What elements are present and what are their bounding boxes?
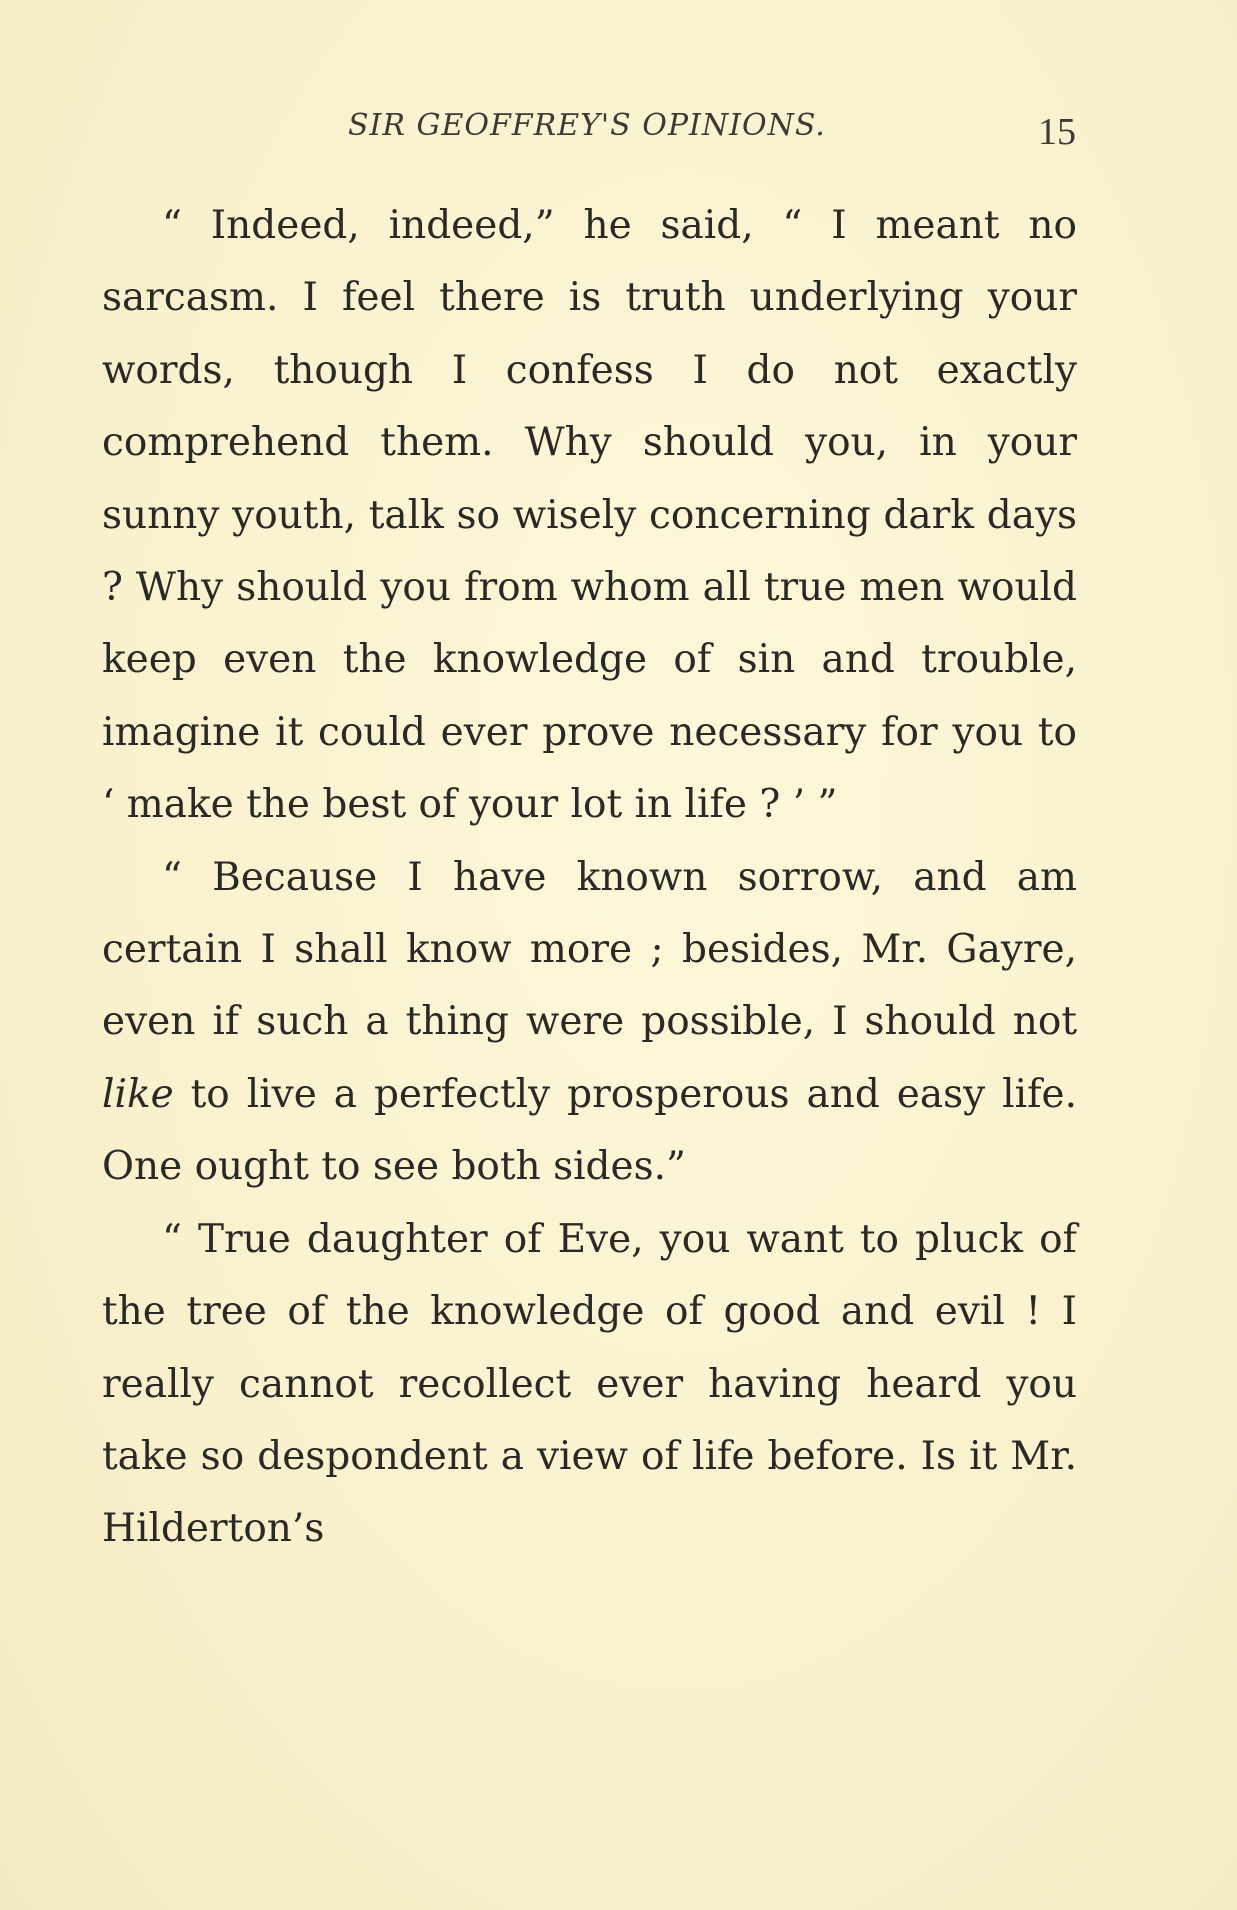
body-text bbox=[102, 190, 1077, 1566]
paragraph-text: to live a perfectly prosperous and easy life. One ought to see both sides.” bbox=[102, 1071, 1077, 1190]
paragraph bbox=[102, 190, 1077, 842]
running-title: SIR GEOFFREY'S OPINIONS. bbox=[348, 108, 826, 143]
page-number: 15 bbox=[1038, 111, 1076, 153]
running-head bbox=[0, 108, 1237, 158]
paragraph bbox=[102, 842, 1077, 1204]
paragraph-text: “ Indeed, indeed,” he said, “ I meant no sarcasm. I feel there is truth underlying your words, though I confess I do not exactly comprehend them. Why should you, in your sunny youth, talk so wisely concerning dark days ? Why should you from whom all true men would keep even the knowledge of sin and trouble, imagine it could ever prove necessary for you to ‘ make the best of your lot in life ? ’ ” bbox=[102, 203, 1077, 828]
emphasized-word: like bbox=[102, 1071, 174, 1117]
paragraph-text: “ True daughter of Eve, you want to pluck of the tree of the knowledge of good and evil ! I really cannot recollect ever having heard you take so despondent a view of life before. Is it Mr. Hilderton’s bbox=[102, 1216, 1077, 1552]
paragraph-text: “ Because I have known sorrow, and am certain I shall know more ; besides, Mr. Gayre, even if such a thing were possible, I should not bbox=[102, 854, 1077, 1045]
paragraph bbox=[102, 1204, 1077, 1566]
